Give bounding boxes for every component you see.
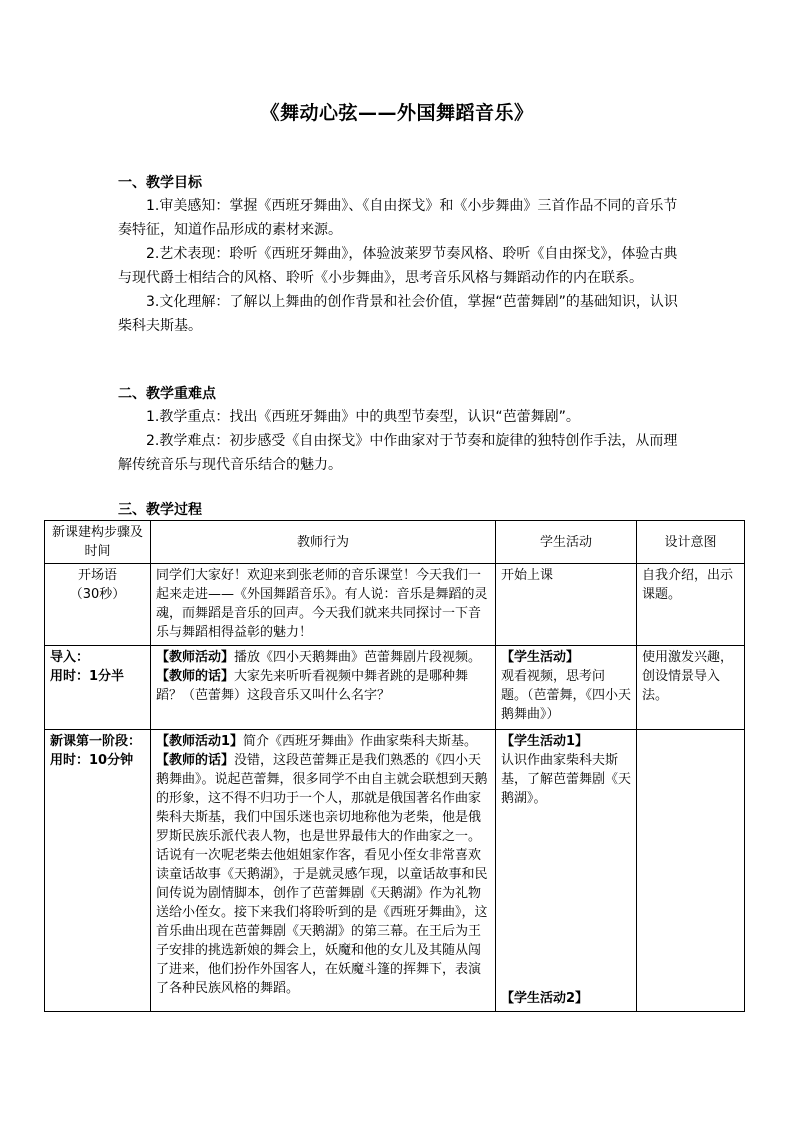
entry-text: 认识作曲家柴科夫斯基，了解芭蕾舞剧《天鹅湖》。 (501, 753, 632, 806)
step-time: 用时：10分钟 (50, 753, 134, 768)
header-student: 学生活动 (496, 521, 637, 564)
step-name: 开场语 (77, 568, 117, 583)
table-row (45, 564, 745, 646)
step-name: 新课第一阶段： (50, 734, 142, 749)
entry-text: 观看视频，思考问题。（芭蕾舞，《四小天鹅舞曲》） (501, 669, 632, 722)
teacher-cell (151, 730, 496, 1012)
header-step: 新课建构步骤及时间 (45, 521, 151, 564)
intent-cell: 使用激发兴趣，创设情景导入法。 (637, 646, 745, 730)
teacher-cell (151, 564, 496, 646)
goal-item: 1.审美感知：掌握《西班牙舞曲》、《自由探戈》和《小步舞曲》三首作品不同的音乐节奏特征，知道作品形成的素材来源。 (118, 198, 678, 238)
entry-text: 大家先来听听看视频中舞者跳的是哪种舞蹈？（芭蕾舞）这段音乐又叫什么名字？ (156, 669, 469, 703)
section-heading-process: 三、教学过程 (118, 502, 202, 518)
step-time: 用时：1分半 (50, 669, 125, 684)
entry-label: 【学生活动】 (501, 650, 580, 665)
teacher-entry (156, 648, 490, 667)
teacher-entry (156, 667, 490, 705)
keypoint-item: 1.教学重点：找出《西班牙舞曲》中的典型节奏型，认识“芭蕾舞剧”。 (146, 409, 580, 425)
student-cell (496, 646, 637, 730)
step-name: 导入： (50, 650, 90, 665)
teacher-text: 同学们大家好！欢迎来到张老师的音乐课堂！今天我们一起来走进——《外国舞蹈音乐》。有人说：音乐是舞蹈的灵魂，而舞蹈是音乐的回声。今天我们就来共同探讨一下音乐与舞蹈相得益彰的魅力！ (156, 568, 488, 640)
step-cell (45, 564, 151, 646)
teacher-cell (151, 646, 496, 730)
section-heading-goals: 一、教学目标 (118, 175, 202, 191)
table-header-row (45, 521, 745, 564)
entry-text: 没错，这段芭蕾舞正是我们熟悉的《四小天鹅舞曲》。说起芭蕾舞，很多同学不由自主就会联想到天鹅的形象，这不得不归功于一个人，那就是俄国著名作曲家柴科夫斯基，我们中国乐迷也亲切地称他为老柴，他是俄罗斯民族乐派代表人物，也是世界最伟大的作曲家之一。话说有一次呢老柴去他姐姐家作客，看见小侄女非常喜欢读童话故事《天鹅湖》，于是就灵感乍现，以童话故事和民间传说为剧情脚本，创作了芭蕾舞剧《天鹅湖》作为礼物送给小侄女。接下来我们将聆听到的是《西班牙舞曲》，这首乐曲出现在芭蕾舞剧《天鹅湖》的第三幕。在王后为王子安排的挑选新娘的舞会上，妖魔和他的女儿及其随从闯了进来，他们扮作外国客人，在妖魔斗篷的挥舞下，表演了各种民族风格的舞蹈。 (156, 753, 488, 996)
student-text: 开始上课 (501, 568, 554, 583)
entry-label: 【教师的话】 (156, 753, 235, 768)
table-row (45, 646, 745, 730)
entry-label: 【学生活动2】 (501, 991, 589, 1006)
student-cell (496, 730, 637, 1012)
step-cell (45, 730, 151, 1012)
table-row (45, 730, 745, 1012)
entry-label: 【教师活动】 (156, 650, 235, 665)
entry-text: 简介《西班牙舞曲》作曲家柴科夫斯基。 (243, 734, 478, 749)
entry-text: 播放《四小天鹅舞曲》芭蕾舞剧片段视频。 (234, 650, 482, 665)
step-time: （30秒） (69, 587, 126, 602)
keypoint-item: 2.教学难点：初步感受《自由探戈》中作曲家对于节奏和旋律的独特创作手法，从而理解传统音乐与现代音乐结合的魅力。 (118, 433, 678, 473)
teacher-entry (156, 732, 490, 751)
teacher-entry (156, 751, 490, 998)
intent-cell (637, 730, 745, 1012)
student-cell (496, 564, 637, 646)
section-heading-keypoints: 二、教学重难点 (118, 386, 216, 402)
lesson-process-table (44, 520, 745, 1012)
entry-label: 【教师的话】 (156, 669, 235, 684)
header-intent: 设计意图 (637, 521, 745, 564)
goal-item: 3.文化理解：了解以上舞曲的创作背景和社会价值，掌握“芭蕾舞剧”的基础知识，认识柴科夫斯基。 (118, 294, 678, 334)
step-cell (45, 646, 151, 730)
intent-cell: 自我介绍，出示课题。 (637, 564, 745, 646)
document-title: 《舞动心弦——外国舞蹈音乐》 (260, 102, 534, 124)
goals-list (118, 194, 678, 338)
goal-item: 2.艺术表现：聆听《西班牙舞曲》，体验波莱罗节奏风格、聆听《自由探戈》，体验古典与现代爵士相结合的风格、聆听《小步舞曲》，思考音乐风格与舞蹈动作的内在联系。 (118, 246, 678, 286)
keypoints-list (118, 405, 678, 477)
header-teacher: 教师行为 (151, 521, 496, 564)
entry-label: 【学生活动1】 (501, 734, 589, 749)
entry-label: 【教师活动1】 (156, 734, 244, 749)
